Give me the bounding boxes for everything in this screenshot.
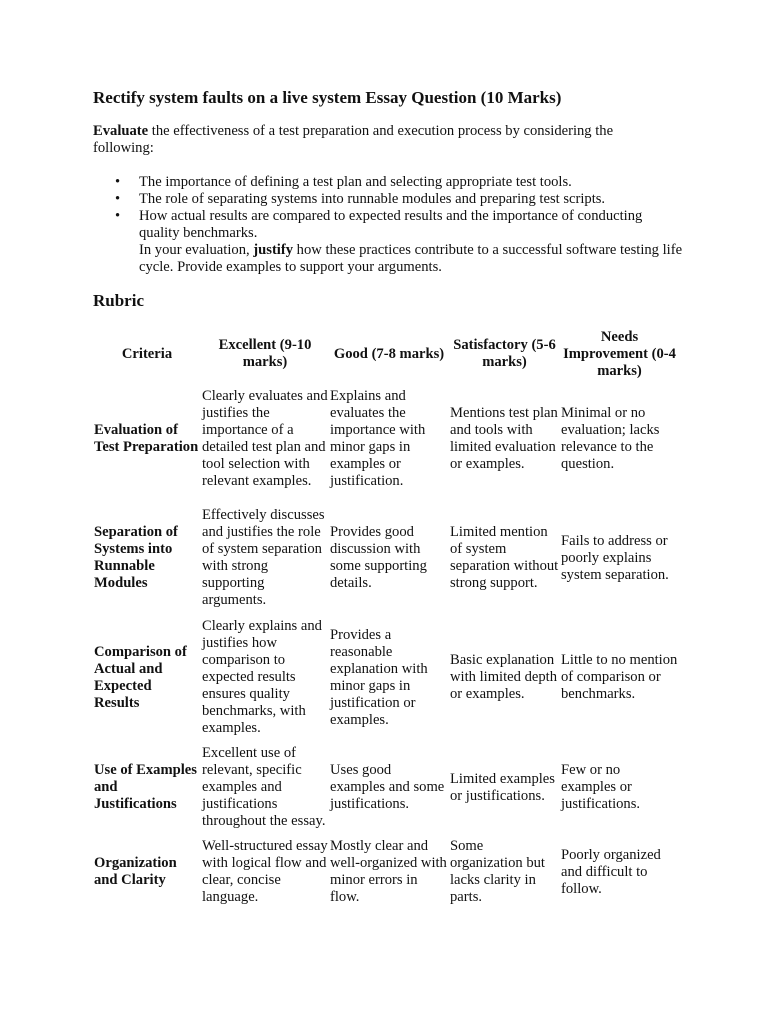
- excellent-cell: Well-structured essay with logical flow and clear, concise language.: [202, 838, 328, 905]
- list-item: [93, 191, 683, 208]
- header-needs-improvement: Needs Improvement (0-4 marks): [563, 328, 676, 379]
- rubric-table: [93, 328, 679, 906]
- satisfactory-cell: Limited examples or justifications.: [450, 770, 555, 804]
- needs-improvement-cell: Little to no mention of comparison or benchmarks.: [561, 652, 678, 702]
- bullet-icon: •: [115, 191, 121, 207]
- instruction-paragraph: [93, 242, 683, 276]
- instruction-pre: In your evaluation,: [139, 242, 254, 258]
- needs-improvement-cell: Few or no examples or justifications.: [561, 762, 641, 812]
- good-cell: Explains and evaluates the importance with minor gaps in examples or justification.: [330, 388, 426, 489]
- good-cell: Provides good discussion with some supporting details.: [330, 524, 427, 591]
- criteria-cell: Evaluation of Test Preparation: [94, 422, 199, 455]
- needs-improvement-cell: Poorly organized and difficult to follow.: [561, 846, 661, 897]
- good-cell: Provides a reasonable explanation with minor gaps in justification or examples.: [330, 626, 428, 728]
- intro-lead-word: Evaluate: [93, 123, 149, 139]
- header-excellent: Excellent (9-10 marks): [218, 337, 312, 370]
- table-row: [93, 498, 679, 618]
- excellent-cell: Clearly evaluates and justifies the importance of a detailed test plan and tool selection with relevant examples.: [202, 388, 328, 489]
- excellent-cell: Clearly explains and justifies how comparison to expected results ensures quality benchmarks, with examples.: [202, 618, 322, 736]
- table-row: [93, 737, 679, 838]
- satisfactory-cell: Some organization but lacks clarity in parts.: [450, 838, 545, 905]
- needs-improvement-cell: Minimal or no evaluation; lacks relevance to the question.: [561, 405, 660, 472]
- rubric-heading: Rubric: [93, 291, 144, 310]
- bullet-icon: •: [115, 208, 121, 224]
- excellent-cell: Excellent use of relevant, specific examples and justifications throughout the essay.: [202, 745, 326, 829]
- satisfactory-cell: Basic explanation with limited depth or examples.: [450, 652, 558, 702]
- table-row: [93, 618, 679, 737]
- header-satisfactory: Satisfactory (5-6 marks): [453, 337, 556, 370]
- excellent-cell: Effectively discusses and justifies the role of system separation with strong supporting arguments.: [202, 507, 325, 608]
- criteria-cell: Separation of Systems into Runnable Modules: [94, 524, 178, 591]
- list-item: [93, 174, 683, 191]
- table-row: [93, 380, 679, 498]
- header-good: Good (7-8 marks): [333, 345, 445, 362]
- list-item: [93, 208, 683, 242]
- requirements-list: [93, 174, 683, 276]
- header-criteria: Criteria: [121, 345, 173, 362]
- needs-improvement-cell: Fails to address or poorly explains system separation.: [561, 532, 669, 583]
- instruction-bold-word: justify: [253, 242, 294, 258]
- instruction-post: how these practices contribute to a successful software testing life cycle. Provide examples to support your arguments.: [139, 242, 683, 275]
- intro-text: the effectiveness of a test preparation and execution process by considering the following:: [93, 123, 614, 156]
- intro-paragraph: [93, 123, 673, 157]
- table-row: [93, 838, 679, 906]
- list-item-text: The importance of defining a test plan and selecting appropriate test tools.: [139, 174, 572, 190]
- rubric-header-row: [93, 328, 679, 380]
- bullet-icon: •: [115, 174, 121, 190]
- satisfactory-cell: Limited mention of system separation without strong support.: [450, 524, 559, 591]
- list-item-text: How actual results are compared to expected results and the importance of conducting quality benchmarks.: [139, 208, 643, 241]
- good-cell: Uses good examples and some justifications.: [330, 762, 445, 812]
- criteria-cell: Comparison of Actual and Expected Results: [94, 643, 187, 711]
- list-item-text: The role of separating systems into runnable modules and preparing test scripts.: [139, 191, 606, 207]
- criteria-cell: Organization and Clarity: [94, 855, 177, 888]
- criteria-cell: Use of Examples and Justifications: [94, 762, 197, 812]
- good-cell: Mostly clear and well-organized with minor errors in flow.: [330, 838, 447, 905]
- satisfactory-cell: Mentions test plan and tools with limited evaluation or examples.: [450, 405, 558, 472]
- document-title: Rectify system faults on a live system Essay Question (10 Marks): [93, 88, 562, 107]
